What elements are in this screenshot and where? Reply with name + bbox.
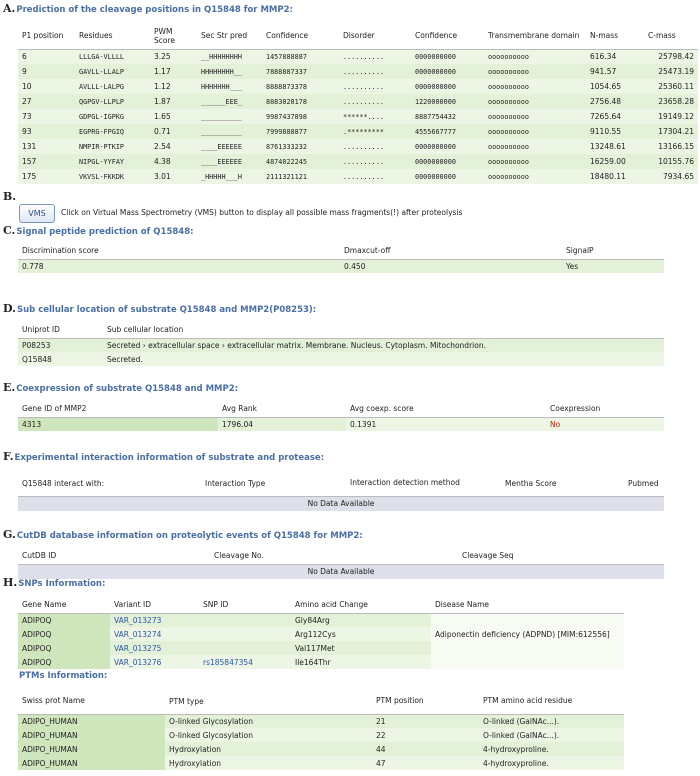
vms-button[interactable]: VMS (19, 204, 55, 223)
cell: 7999888877 (266, 127, 307, 136)
table-row (18, 154, 698, 169)
section-d-header (3, 302, 316, 315)
section-e-header (3, 381, 238, 394)
section-a-header (3, 2, 293, 15)
cell: 2.54 (154, 142, 171, 151)
cell: ADIPOQ (18, 655, 110, 669)
table-row (18, 169, 698, 184)
section-h-header (3, 576, 105, 589)
cell: 7888887337 (266, 67, 307, 76)
cell: oooooooooo (488, 97, 529, 106)
cell: 0000000000 (415, 82, 456, 91)
table-row (18, 64, 698, 79)
section-letter: D. (3, 302, 16, 315)
cell: 8761333232 (266, 142, 307, 151)
table-row (18, 714, 624, 728)
cell: 1.65 (154, 112, 171, 121)
snps-table (18, 597, 624, 669)
cell: 16259.00 (590, 157, 626, 166)
cell: ADIPOQ (18, 627, 110, 641)
cell: O-linked Glycosylation (165, 728, 372, 742)
cell: 25798.42 (658, 52, 694, 62)
cell: 47 (372, 756, 479, 770)
col-header: SignalP (562, 243, 664, 259)
cell (431, 613, 624, 627)
cell: NIPGL-YYFAY (79, 157, 125, 166)
vms-description: Click on Virtual Mass Spectrometry (VMS) button to display all possible mass fragments(!) after proteolysis (61, 208, 463, 217)
variant-link[interactable]: VAR_013273 (110, 613, 199, 627)
cell: 1.17 (154, 67, 171, 76)
cell: 73 (22, 112, 32, 121)
col-header: Sub cellular location (103, 321, 664, 338)
col-header: PWM Score (150, 23, 197, 49)
cell: Ile164Thr (291, 655, 431, 669)
cell: 1.12 (154, 82, 171, 91)
variant-link[interactable]: VAR_013274 (110, 627, 199, 641)
col-header: Cleavage Seq (458, 548, 664, 564)
col-header: N-mass (586, 23, 644, 49)
cell: 18480.11 (590, 172, 626, 181)
cell: Secreted. (107, 354, 143, 364)
col-header: Confidence (262, 23, 339, 49)
cell: 8883020178 (266, 97, 307, 106)
cell: oooooooooo (488, 67, 529, 76)
cell: 19149.12 (658, 112, 694, 121)
table-row (18, 756, 624, 770)
cell: 616.34 (590, 52, 617, 62)
cell: .......... (343, 52, 384, 61)
table-row (18, 352, 664, 366)
cutdb-table (18, 548, 664, 579)
cell: oooooooooo (488, 52, 529, 61)
table-row (18, 613, 624, 627)
section-letter: H. (3, 576, 18, 589)
col-header: Cleavage No. (210, 548, 458, 564)
cell: 10 (22, 82, 32, 91)
cell (431, 641, 624, 655)
cell: _HHHHH___H (201, 172, 242, 181)
cell: 4555667777 (415, 127, 456, 136)
cell: 2111321121 (266, 172, 307, 181)
variant-link[interactable]: VAR_013276 (110, 655, 199, 669)
cell: 0.1391 (346, 417, 546, 431)
cell: LLLGA-VLLLL (79, 52, 125, 61)
cell: 22 (372, 728, 479, 742)
section-g-header (3, 528, 363, 541)
cell: 27 (22, 97, 32, 106)
cell: 4.38 (154, 157, 171, 166)
section-title: Coexpression of substrate Q15848 and MMP2: (16, 384, 239, 394)
cell: 4313 (18, 417, 218, 431)
col-header: Swiss prot Name (18, 689, 165, 714)
cell: 13166.15 (658, 142, 694, 151)
cell: 1220000000 (415, 97, 456, 106)
cell: 21 (372, 714, 479, 728)
cell: 10155.76 (658, 157, 694, 166)
ptm-header (18, 671, 107, 681)
cell: Gly84Arg (291, 613, 431, 627)
cell: .......... (343, 82, 384, 91)
cell: __________ (201, 112, 242, 121)
cell: 0000000000 (415, 67, 456, 76)
cell: 13248.61 (590, 142, 626, 151)
cell: 1054.65 (590, 82, 622, 91)
col-header: Dmaxcut-off (340, 243, 562, 259)
table-row (18, 564, 664, 579)
signal-peptide-table (18, 243, 664, 273)
cell: 0.778 (22, 261, 44, 271)
interaction-table (18, 471, 664, 511)
cell: 17304.21 (658, 127, 694, 136)
cell: __HHHHHHHH (201, 52, 242, 61)
cell: 93 (22, 127, 32, 136)
cell: .......... (343, 157, 384, 166)
section-title: PTMs Information: (19, 671, 108, 681)
col-header: Confidence (411, 23, 484, 49)
no-data-message: No Data Available (307, 499, 375, 509)
cell: 9987437898 (266, 112, 307, 121)
cell: ADIPO_HUMAN (18, 714, 165, 728)
col-header: PTM amino acid residue (479, 689, 624, 714)
cell: oooooooooo (488, 82, 529, 91)
cell: No (546, 417, 664, 431)
cell: 2756.48 (590, 97, 622, 106)
cell: 9 (22, 67, 27, 76)
cell: 7934.65 (662, 172, 694, 181)
col-header: Avg coexp. score (346, 401, 546, 417)
col-header: Avg Rank (218, 401, 346, 417)
cell: Q15848 (22, 354, 52, 364)
cell: Val117Met (291, 641, 431, 655)
cell: __________ (201, 127, 242, 136)
cell: Yes (566, 261, 579, 271)
cell: QGPGV-LLPLP (79, 97, 125, 106)
table-row (18, 655, 624, 669)
col-header: Q15848 interact with: (18, 471, 201, 496)
cell: .......... (343, 172, 384, 181)
cell: 4-hydroxyproline. (479, 742, 624, 756)
table-row (18, 94, 698, 109)
table-row (18, 109, 698, 124)
section-letter: A. (3, 2, 16, 15)
cell: 4874022245 (266, 157, 307, 166)
cell: 0.450 (344, 261, 366, 271)
col-header: CutDB ID (18, 548, 210, 564)
col-header: Gene ID of MMP2 (18, 401, 218, 417)
cell: P08253 (22, 340, 51, 350)
section-title: Signal peptide prediction of Q15848: (16, 227, 194, 237)
col-header: Variant ID (110, 597, 199, 613)
section-title: CutDB database information on proteolytic events of Q15848 for MMP2: (16, 531, 363, 541)
col-header: Residues (75, 23, 150, 49)
cell: O-linked (GalNAc...). (479, 728, 624, 742)
table-row (18, 742, 624, 756)
cell: HHHHHHHH__ (201, 67, 242, 76)
cell: ADIPO_HUMAN (18, 742, 165, 756)
col-header: PTM position (372, 689, 479, 714)
col-header: Uniprot ID (18, 321, 103, 338)
cell: ____EEEEEE (201, 142, 242, 151)
cell: ADIPOQ (18, 613, 110, 627)
snp-link[interactable] (199, 613, 291, 627)
col-header: Interaction Type (201, 471, 346, 496)
section-b-header (3, 190, 16, 203)
table-row (18, 627, 624, 641)
col-header: P1 position (18, 23, 75, 49)
cell: 0000000000 (415, 157, 456, 166)
cell: oooooooooo (488, 112, 529, 121)
cell: GAVLL-LLALP (79, 67, 125, 76)
col-header: SNP ID (199, 597, 291, 613)
col-header: Interaction detection method (346, 471, 501, 496)
col-header: Pubmed (624, 471, 664, 496)
snp-link[interactable] (199, 641, 291, 655)
section-letter: G. (3, 528, 16, 541)
cell: ADIPO_HUMAN (18, 756, 165, 770)
cell: oooooooooo (488, 157, 529, 166)
cell: 941.57 (590, 67, 617, 76)
cell: NMPIR-PTKIP (79, 142, 125, 151)
subcellular-table (18, 321, 664, 366)
col-header: Coexpression (546, 401, 664, 417)
cell: 0.71 (154, 127, 171, 136)
cell: oooooooooo (488, 142, 529, 151)
cell: 131 (22, 142, 37, 151)
cell: Secreted › extracellular space › extracellular matrix. Membrane. Nucleus. Cytoplasm. Mitochondrion. (107, 340, 486, 350)
col-header: PTM type (165, 689, 372, 714)
cell: Hydroxylation (165, 756, 372, 770)
cell: 6 (22, 52, 27, 62)
section-letter: F. (3, 450, 14, 463)
table-row (18, 728, 624, 742)
cell: EGPRG-FPGIQ (79, 127, 125, 136)
cell: ____EEEEEE (201, 157, 242, 166)
section-f-header (3, 450, 324, 463)
col-header: Discrimination score (18, 243, 340, 259)
cell: Arg112Cys (291, 627, 431, 641)
table-row (18, 124, 698, 139)
cell: O-linked Glycosylation (165, 714, 372, 728)
cell: GDPGL-IGPKG (79, 112, 125, 121)
table-row (18, 496, 664, 511)
cell: 7265.64 (590, 112, 622, 121)
cleavage-table (18, 23, 698, 184)
cell: 23658.28 (658, 97, 694, 106)
cell: ______EEE_ (201, 97, 242, 106)
variant-link[interactable]: VAR_013275 (110, 641, 199, 655)
cell: AVLLL-LALPG (79, 82, 125, 91)
section-letter: C. (3, 224, 16, 237)
cell: ******.... (343, 112, 384, 121)
table-row (18, 259, 664, 273)
section-title: Sub cellular location of substrate Q15848 and MMP2(P08253): (16, 305, 317, 315)
cell (431, 655, 624, 669)
section-title: Experimental interaction information of substrate and protease: (14, 453, 325, 463)
table-row (18, 49, 698, 64)
cell: oooooooooo (488, 172, 529, 181)
cell: 175 (22, 172, 37, 181)
table-row (18, 79, 698, 94)
cell: VKVSL-FKKDK (79, 172, 125, 181)
table-row (18, 417, 664, 431)
no-data-message: No Data Available (307, 567, 375, 577)
snp-link[interactable]: rs185847354 (199, 655, 291, 669)
section-c-header (3, 224, 194, 237)
col-header: Disorder (339, 23, 411, 49)
cell: ADIPOQ (18, 641, 110, 655)
cell: ADIPO_HUMAN (18, 728, 165, 742)
cell: Hydroxylation (165, 742, 372, 756)
cell: 157 (22, 157, 37, 166)
table-row (18, 641, 624, 655)
section-letter: B. (3, 190, 17, 203)
cell: Adiponectin deficiency (ADPND) [MIM:612556] (431, 627, 624, 641)
cell: 3.01 (154, 172, 171, 181)
cell: 4-hydroxyproline. (479, 756, 624, 770)
cell: 0000000000 (415, 172, 456, 181)
cell: .......... (343, 142, 384, 151)
cell: 3.25 (154, 52, 171, 62)
coexpression-table (18, 401, 664, 431)
cell: 8888873378 (266, 82, 307, 91)
cell: .********* (343, 127, 384, 136)
cell: 1457888887 (266, 52, 307, 61)
cell: 25360.11 (658, 82, 694, 91)
table-row (18, 139, 698, 154)
cell: 0000000000 (415, 52, 456, 61)
col-header: Transmembrane domain (484, 23, 586, 49)
cell: .......... (343, 67, 384, 76)
col-header: Disease Name (431, 597, 624, 613)
cell: 1.87 (154, 97, 171, 106)
cell: O-linked (GalNAc...). (479, 714, 624, 728)
ptm-table (18, 689, 624, 770)
col-header: C-mass (644, 23, 698, 49)
cell: 1796.04 (218, 417, 346, 431)
cell: 0000000000 (415, 142, 456, 151)
cell: 44 (372, 742, 479, 756)
col-header: Gene Name (18, 597, 110, 613)
table-row (18, 338, 664, 352)
cell: .......... (343, 97, 384, 106)
col-header: Mentha Score (501, 471, 624, 496)
col-header: Sec Str pred (197, 23, 262, 49)
cell: oooooooooo (488, 127, 529, 136)
section-title: SNPs Information: (18, 579, 106, 589)
col-header: Amino acid Change (291, 597, 431, 613)
snp-link[interactable] (199, 627, 291, 641)
section-letter: E. (3, 381, 16, 394)
cell: 25473.19 (658, 67, 694, 76)
cell: 9110.55 (590, 127, 622, 136)
section-title: Prediction of the cleavage positions in Q15848 for MMP2: (16, 5, 293, 15)
cell: HHHHHHH___ (201, 82, 242, 91)
cell: 8887754432 (415, 112, 456, 121)
